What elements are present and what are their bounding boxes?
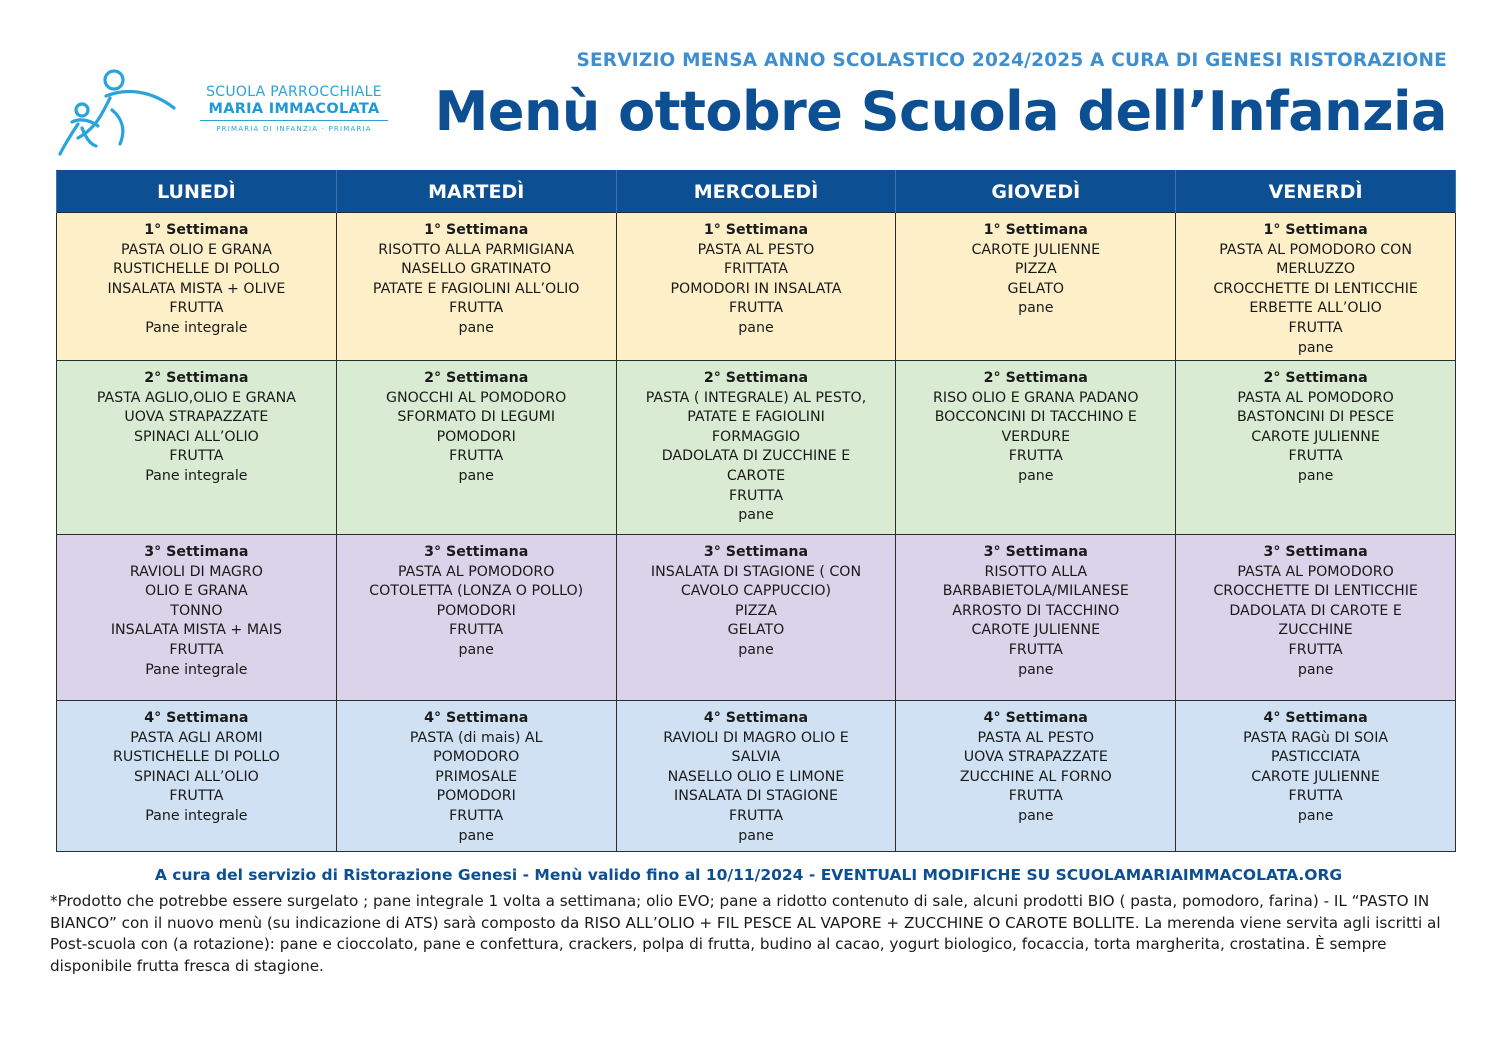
week-label: 3° Settimana xyxy=(983,544,1088,560)
menu-item: FRITTATA xyxy=(723,261,789,278)
logo-line-3: PRIMARIA DI INFANZIA · PRIMARIA xyxy=(216,125,372,133)
menu-item: FRUTTA xyxy=(1008,448,1063,465)
menu-item: pane xyxy=(738,641,774,658)
children-figures-icon xyxy=(56,66,186,162)
menu-item: RUSTICHELLE DI POLLO xyxy=(113,261,280,278)
menu-item: RISOTTO ALLA xyxy=(984,563,1088,580)
menu-item: BOCCONCINI DI TACCHINO E xyxy=(934,409,1137,426)
week-label: 2° Settimana xyxy=(144,370,249,386)
menu-item: FRUTTA xyxy=(449,300,504,317)
menu-cell-week2-tuesday xyxy=(336,361,616,535)
day-header-wednesday: MERCOLEDÌ xyxy=(616,171,896,213)
menu-item: RAVIOLI DI MAGRO xyxy=(129,563,263,580)
menu-item: INSALATA DI STAGIONE ( CON xyxy=(650,563,862,580)
week-label: 1° Settimana xyxy=(144,222,249,238)
logo-line-1: SCUOLA PARROCCHIALE xyxy=(206,84,382,100)
menu-item: FRUTTA xyxy=(1288,448,1343,465)
week-label: 4° Settimana xyxy=(1263,710,1368,726)
menu-cell-week2-friday xyxy=(1176,361,1456,535)
menu-item: pane xyxy=(1018,300,1054,317)
menu-item: FRUTTA xyxy=(449,807,504,824)
menu-item: pane xyxy=(458,467,494,484)
menu-item: FRUTTA xyxy=(169,448,224,465)
menu-cell-week3-friday xyxy=(1176,535,1456,701)
menu-item: PASTA ( INTEGRALE) AL PESTO, xyxy=(645,389,867,406)
menu-cell-week1-tuesday xyxy=(336,213,616,361)
menu-item: CAROTE JULIENNE xyxy=(1251,768,1380,785)
menu-item: FRUTTA xyxy=(1008,788,1063,805)
logo-line-2: MARIA IMMACOLATA xyxy=(208,101,380,117)
menu-item: PASTA AL POMODORO CON xyxy=(1219,241,1412,258)
menu-item: CAVOLO CAPPUCCIO) xyxy=(680,583,832,600)
menu-item: pane xyxy=(738,827,774,844)
week-label: 2° Settimana xyxy=(703,370,809,386)
menu-item: PRIMOSALE xyxy=(435,768,518,785)
menu-item: INSALATA MISTA + MAIS xyxy=(110,622,282,639)
week-label: 3° Settimana xyxy=(424,544,529,560)
menu-item: SPINACI ALL’OLIO xyxy=(133,428,259,445)
menu-item: FRUTTA xyxy=(728,807,784,824)
menu-item: PASTA RAGù DI SOIA xyxy=(1243,729,1389,746)
week-label: 4° Settimana xyxy=(424,710,529,726)
menu-item: CROCCHETTE DI LENTICCHIE xyxy=(1213,280,1418,297)
footer-note: *Prodotto che potrebbe essere surgelato ; pane integrale 1 volta a settimana; olio EVO; pane a ridotto contenuto di sale, alcuni prodotti BIO ( pasta, pomodoro, farina) - IL “PASTO IN BIANCO” con il nuovo menù (su indicazione di ATS) sarà composto da RISO ALL’OLIO + FIL PESCE AL VAPORE + ZUCCHINE O CAROTE BOLLITE. La merenda viene servita agli iscritti al Post-scuola con (a rotazione): pane e cioccolato, pane e confettura, crackers, polpa di frutta, budino al cacao, yogurt biologico, focaccia, torta margherita, crostatina. È sempre disponibile frutta fresca di stagione. xyxy=(50,892,1441,975)
menu-item: POMODORI IN INSALATA xyxy=(670,280,842,297)
menu-cell-week3-tuesday xyxy=(336,535,616,701)
menu-item: pane xyxy=(1018,807,1054,824)
menu-cell-week1-monday xyxy=(57,213,337,361)
menu-item: PATATE E FAGIOLINI ALL’OLIO xyxy=(372,280,580,297)
menu-item: PASTA AL PESTO xyxy=(977,729,1095,746)
day-header-friday: VENERDÌ xyxy=(1176,171,1456,213)
menu-item: CAROTE JULIENNE xyxy=(971,241,1101,258)
menu-cell-week2-wednesday xyxy=(616,361,896,535)
week-label: 2° Settimana xyxy=(424,370,529,386)
day-header-monday: LUNEDÌ xyxy=(57,171,337,213)
menu-cell-week1-friday xyxy=(1176,213,1456,361)
menu-item: ZUCCHINE xyxy=(1278,622,1353,639)
menu-item: RISOTTO ALLA PARMIGIANA xyxy=(378,241,575,258)
menu-item: FRUTTA xyxy=(169,641,224,658)
week-label: 1° Settimana xyxy=(424,222,529,238)
menu-item: FRUTTA xyxy=(1288,641,1343,658)
menu-item: Pane integrale xyxy=(145,467,248,484)
menu-item: pane xyxy=(738,319,774,336)
menu-item: FRUTTA xyxy=(449,622,504,639)
menu-item: NASELLO OLIO E LIMONE xyxy=(667,768,845,785)
menu-item: GELATO xyxy=(1007,280,1065,297)
logo-divider xyxy=(200,120,388,121)
week-label: 3° Settimana xyxy=(1263,544,1368,560)
menu-item: ARROSTO DI TACCHINO xyxy=(952,602,1120,619)
menu-item: PASTA AGLI AROMI xyxy=(130,729,263,746)
week-row-1 xyxy=(57,213,1456,361)
menu-cell-week1-thursday xyxy=(896,213,1176,361)
day-header-row xyxy=(57,171,1456,213)
page-subtitle: SERVIZIO MENSA ANNO SCOLASTICO 2024/2025 A CURA DI GENESI RISTORAZIONE xyxy=(576,50,1447,71)
menu-table xyxy=(56,170,1456,852)
menu-cell-week2-thursday xyxy=(896,361,1176,535)
menu-item: POMODORI xyxy=(436,602,516,619)
menu-item: PASTA AL PESTO xyxy=(697,241,815,258)
menu-item: UOVA STRAPAZZATE xyxy=(124,409,269,426)
menu-cell-week4-friday xyxy=(1176,701,1456,852)
menu-item: DADOLATA DI CAROTE E xyxy=(1229,602,1402,619)
menu-item: SFORMATO DI LEGUMI xyxy=(397,409,556,426)
menu-cell-week1-wednesday xyxy=(616,213,896,361)
menu-item: FRUTTA xyxy=(728,300,784,317)
menu-item: VERDURE xyxy=(1001,428,1071,445)
menu-item: BARBABIETOLA/MILANESE xyxy=(942,583,1129,600)
menu-item: POMODORO xyxy=(433,749,520,766)
menu-item: PASTA AL POMODORO xyxy=(1237,389,1394,406)
menu-item: POMODORI xyxy=(436,428,516,445)
menu-item: RISO OLIO E GRANA PADANO xyxy=(933,389,1139,406)
menu-item: FORMAGGIO xyxy=(711,428,801,445)
menu-item: pane xyxy=(458,827,494,844)
menu-item: pane xyxy=(1297,807,1334,824)
menu-cell-week4-wednesday xyxy=(616,701,896,852)
menu-item: FRUTTA xyxy=(169,300,224,317)
menu-item: RAVIOLI DI MAGRO OLIO E xyxy=(663,729,849,746)
menu-item: CAROTE JULIENNE xyxy=(971,622,1101,639)
menu-item: pane xyxy=(1297,467,1334,484)
menu-item: Pane integrale xyxy=(145,319,248,336)
menu-item: pane xyxy=(458,641,494,658)
menu-item: FRUTTA xyxy=(1288,788,1343,805)
menu-item: MERLUZZO xyxy=(1276,261,1356,278)
menu-item: FRUTTA xyxy=(1288,319,1343,336)
week-row-3 xyxy=(57,535,1456,701)
menu-item: ERBETTE ALL’OLIO xyxy=(1249,300,1382,317)
menu-item: GNOCCHI AL POMODORO xyxy=(386,389,567,406)
menu-item: PATATE E FAGIOLINI xyxy=(687,409,825,426)
week-label: 4° Settimana xyxy=(144,710,249,726)
menu-item: CROCCHETTE DI LENTICCHIE xyxy=(1213,583,1418,600)
menu-item: PASTA AL POMODORO xyxy=(397,563,555,580)
menu-cell-week4-thursday xyxy=(896,701,1176,852)
menu-item: pane xyxy=(458,319,494,336)
menu-item: NASELLO GRATINATO xyxy=(401,261,552,278)
menu-item: PASTA OLIO E GRANA xyxy=(120,241,272,258)
week-label: 4° Settimana xyxy=(703,710,809,726)
menu-item: Pane integrale xyxy=(145,661,248,678)
page-title: Menù ottobre Scuola dell’Infanzia xyxy=(434,80,1447,143)
week-label: 1° Settimana xyxy=(983,222,1088,238)
menu-item: FRUTTA xyxy=(169,788,224,805)
menu-item: PASTA (di mais) AL xyxy=(409,729,543,746)
menu-item: OLIO E GRANA xyxy=(145,583,248,600)
menu-item: PASTICCIATA xyxy=(1271,749,1361,766)
menu-item: DADOLATA DI ZUCCHINE E xyxy=(661,448,851,465)
menu-item: RUSTICHELLE DI POLLO xyxy=(113,749,280,766)
menu-item: TONNO xyxy=(170,602,223,619)
logo-text xyxy=(194,84,394,134)
menu-item: PASTA AL POMODORO xyxy=(1237,563,1394,580)
menu-item: PASTA AGLIO,OLIO E GRANA xyxy=(96,389,296,406)
menu-item: CAROTE xyxy=(726,467,786,484)
week-label: 1° Settimana xyxy=(703,222,809,238)
menu-cell-week4-monday xyxy=(57,701,337,852)
menu-item: BASTONCINI DI PESCE xyxy=(1236,409,1395,426)
menu-item: INSALATA DI STAGIONE xyxy=(674,788,838,805)
menu-item: SALVIA xyxy=(731,749,781,766)
week-label: 1° Settimana xyxy=(1263,222,1368,238)
menu-cell-week2-monday xyxy=(57,361,337,535)
footer-validity: A cura del servizio di Ristorazione Genesi - Menù valido fino al 10/11/2024 - EVENTUALI MODIFICHE SU SCUOLAMARIAIMMACOLATA.ORG xyxy=(154,866,1343,884)
menu-item: PIZZA xyxy=(1014,261,1057,278)
menu-item: Pane integrale xyxy=(145,807,248,824)
day-header-thursday: GIOVEDÌ xyxy=(896,171,1176,213)
week-label: 3° Settimana xyxy=(703,544,809,560)
menu-item: ZUCCHINE AL FORNO xyxy=(959,768,1112,785)
week-label: 3° Settimana xyxy=(144,544,249,560)
week-row-2 xyxy=(57,361,1456,535)
menu-item: PIZZA xyxy=(735,602,777,619)
menu-item: pane xyxy=(1018,661,1054,678)
day-header-tuesday: MARTEDÌ xyxy=(336,171,616,213)
menu-item: FRUTTA xyxy=(728,487,784,504)
menu-item: pane xyxy=(738,507,774,524)
week-label: 4° Settimana xyxy=(983,710,1088,726)
menu-item: SPINACI ALL’OLIO xyxy=(133,768,259,785)
week-label: 2° Settimana xyxy=(983,370,1088,386)
menu-item: pane xyxy=(1297,339,1334,356)
menu-item: POMODORI xyxy=(436,788,516,805)
school-logo xyxy=(56,66,396,162)
menu-item: CAROTE JULIENNE xyxy=(1251,428,1380,445)
menu-item: UOVA STRAPAZZATE xyxy=(963,749,1108,766)
menu-cell-week3-thursday xyxy=(896,535,1176,701)
menu-cell-week3-monday xyxy=(57,535,337,701)
menu-cell-week3-wednesday xyxy=(616,535,896,701)
menu-cell-week4-tuesday xyxy=(336,701,616,852)
week-row-4 xyxy=(57,701,1456,852)
week-label: 2° Settimana xyxy=(1263,370,1368,386)
menu-item: INSALATA MISTA + OLIVE xyxy=(107,280,286,297)
menu-item: COTOLETTA (LONZA O POLLO) xyxy=(369,583,584,600)
menu-item: FRUTTA xyxy=(1008,641,1063,658)
menu-item: pane xyxy=(1297,661,1334,678)
menu-item: GELATO xyxy=(727,622,785,639)
menu-item: pane xyxy=(1018,467,1054,484)
menu-item: FRUTTA xyxy=(449,448,504,465)
